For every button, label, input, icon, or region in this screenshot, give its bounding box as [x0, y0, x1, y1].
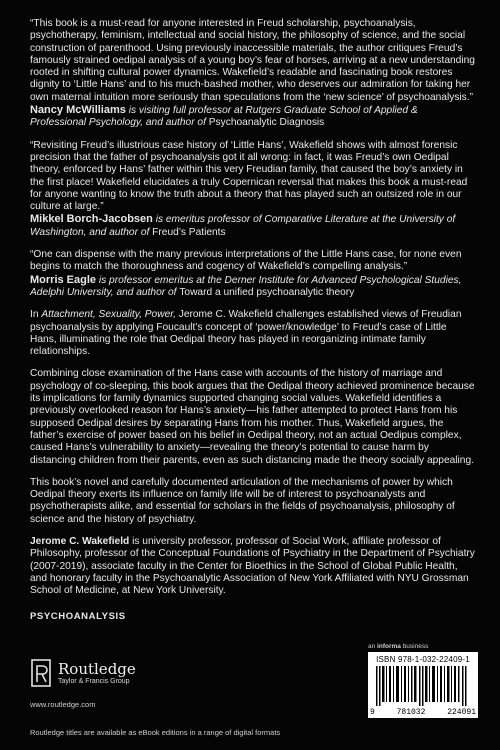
endorsement	[30, 140, 475, 239]
endorsement-attribution	[30, 213, 475, 239]
publisher-name: Routledge	[58, 659, 136, 678]
author-bio	[30, 536, 475, 597]
endorser-name: Nancy McWilliams	[30, 104, 126, 117]
author-bio-text: is university professor, professor of Social Work, affiliate professor of Philosophy, professor of the Conceptual Foundations of Psychiatry in the Department of Psychiatry (2007-2019), associate faculty in the Center for Bioethics in the School of Global Public Health, and honorary faculty in the Psychoanalytic Association of New York Affiliated with NYU Grossman School of Medicine, at New York University.	[30, 535, 475, 597]
barcode-digit-group: 224091	[447, 708, 476, 717]
publisher-url: www.routledge.com	[30, 700, 96, 709]
description-paragraph: Combining close examination of the Hans case with accounts of the history of marriage and psychology of co-sleeping, this book argues that the Oedipal theory achieved prominence because its implications for family dynamics supported changing social values. Wakefield identifies a previously overlooked reason for Hans’s anxiety—his father attempted to protect Hans from his supposed Oedipal desires by separating Hans from his mother. Thus, Wakefield argues, the father’s exercise of power based on his belief in Oedipal theory, not an actual Oedipus complex, caused Hans’s vulnerability to anxiety—revealing the theory’s potential to cause harm by distancing children from their parents, even as such distancing made the theory socially appealing.	[30, 368, 475, 466]
endorsement	[30, 18, 475, 130]
back-cover-text	[30, 18, 475, 630]
subject-category: PSYCHOANALYSIS	[30, 611, 126, 623]
author-name: Jerome C. Wakefield	[30, 535, 130, 547]
barcode-digits	[370, 708, 476, 717]
endorser-role: is emeritus professor of Comparative Literature at the University of Washington, and author of	[30, 214, 456, 238]
barcode-bars	[376, 666, 470, 706]
informa-tagline	[368, 643, 428, 650]
routledge-logo-icon	[30, 658, 52, 688]
informa-prefix: an	[368, 643, 378, 650]
endorsement-text: “This book is a must-read for anyone interested in Freud scholarship, psychoanalysis, psychotherapy, feminism, intellectual and social history, the philosophy of science, and the social construction of parenthood. Using previously inaccessible materials, the author critiques Freud’s famously strained oedipal analysis of a young boy’s fear of horses, arriving at a new understanding rooted in shifting cultural power dynamics. Wakefield’s readable and fascinating book restores dignity to ‘Little Hans’ and to his much-bashed mother, who deserves our admiration for taking her own maternal intuition more seriously than speculations from the ‘new science’ of psychoanalysis.”	[30, 18, 475, 103]
endorser-role: is visiting full professor at Rutgers Graduate School of Applied & Professional Psychology, and author of	[30, 105, 418, 129]
endorser-name: Morris Eagle	[30, 273, 97, 286]
isbn-text: ISBN 978-1-032-22409-1	[376, 655, 470, 664]
barcode-digit-group: 781032	[396, 708, 426, 717]
endorser-work: Toward a unified psychoanalytic theory	[179, 286, 355, 298]
ebook-note: Routledge titles are available as eBook editions in a range of digital formats	[30, 728, 281, 737]
publisher-logo	[30, 658, 136, 688]
description-text: Jerome C. Wakefield challenges established views of Freudian psychoanalysis by applying Foucault’s concept of ‘power/knowledge’ to Freud’s case of Little Hans, illuminating the role that Oedipal theory has played in reorganizing intimate family relationships.	[30, 309, 462, 358]
endorser-role: is professor emeritus at the Derner Institute for Advanced Psychological Studies, Adelphi University, and author of	[30, 274, 462, 298]
barcode-digit-group: 9	[370, 708, 375, 717]
barcode	[368, 652, 478, 718]
endorsement-attribution	[30, 274, 475, 300]
endorsement	[30, 249, 475, 299]
endorser-work: Psychoanalytic Diagnosis	[208, 117, 325, 129]
endorsement-text: “One can dispense with the many previous interpretations of the Little Hans case, for none even begins to match the thoroughness and cogency of Wakefield’s compelling analysis.”	[30, 249, 462, 273]
description-lead: In	[30, 309, 42, 321]
endorser-work: Freud’s Patients	[152, 226, 226, 238]
informa-suffix: business	[400, 643, 429, 650]
book-title: Attachment, Sexuality, Power,	[41, 309, 176, 321]
endorsement-text: “Revisiting Freud’s illustrious case history of ‘Little Hans’, Wakefield shows with almost forensic precision that the father of psychoanalysis got it all wrong: in fact, it was Freud’s own Oedipal theory, enforced by Hans’ father within this very Freudian family, that caused the boy’s anxiety in the first place! Wakefield elucidates a truly Copernican reversal that makes this book a must-read for anyone wanting to know the truth about a theory that has played such an outsized role in our culture at large.”	[30, 139, 468, 213]
endorser-name: Mikkel Borch-Jacobsen	[30, 213, 153, 226]
informa-brand: informa	[377, 643, 401, 650]
endorsement-attribution	[30, 104, 475, 130]
description-paragraph: This book’s novel and carefully documented articulation of the mechanisms of power by which Oedipal theory exerts its influence on family life will be of interest to psychoanalysts and psychotherapists alike, and essential for scholars in the fields of psychoanalysis, philosophy of science and the history of psychiatry.	[30, 476, 455, 525]
publisher-group: Taylor & Francis Group	[58, 677, 130, 685]
description-paragraph	[30, 309, 475, 358]
